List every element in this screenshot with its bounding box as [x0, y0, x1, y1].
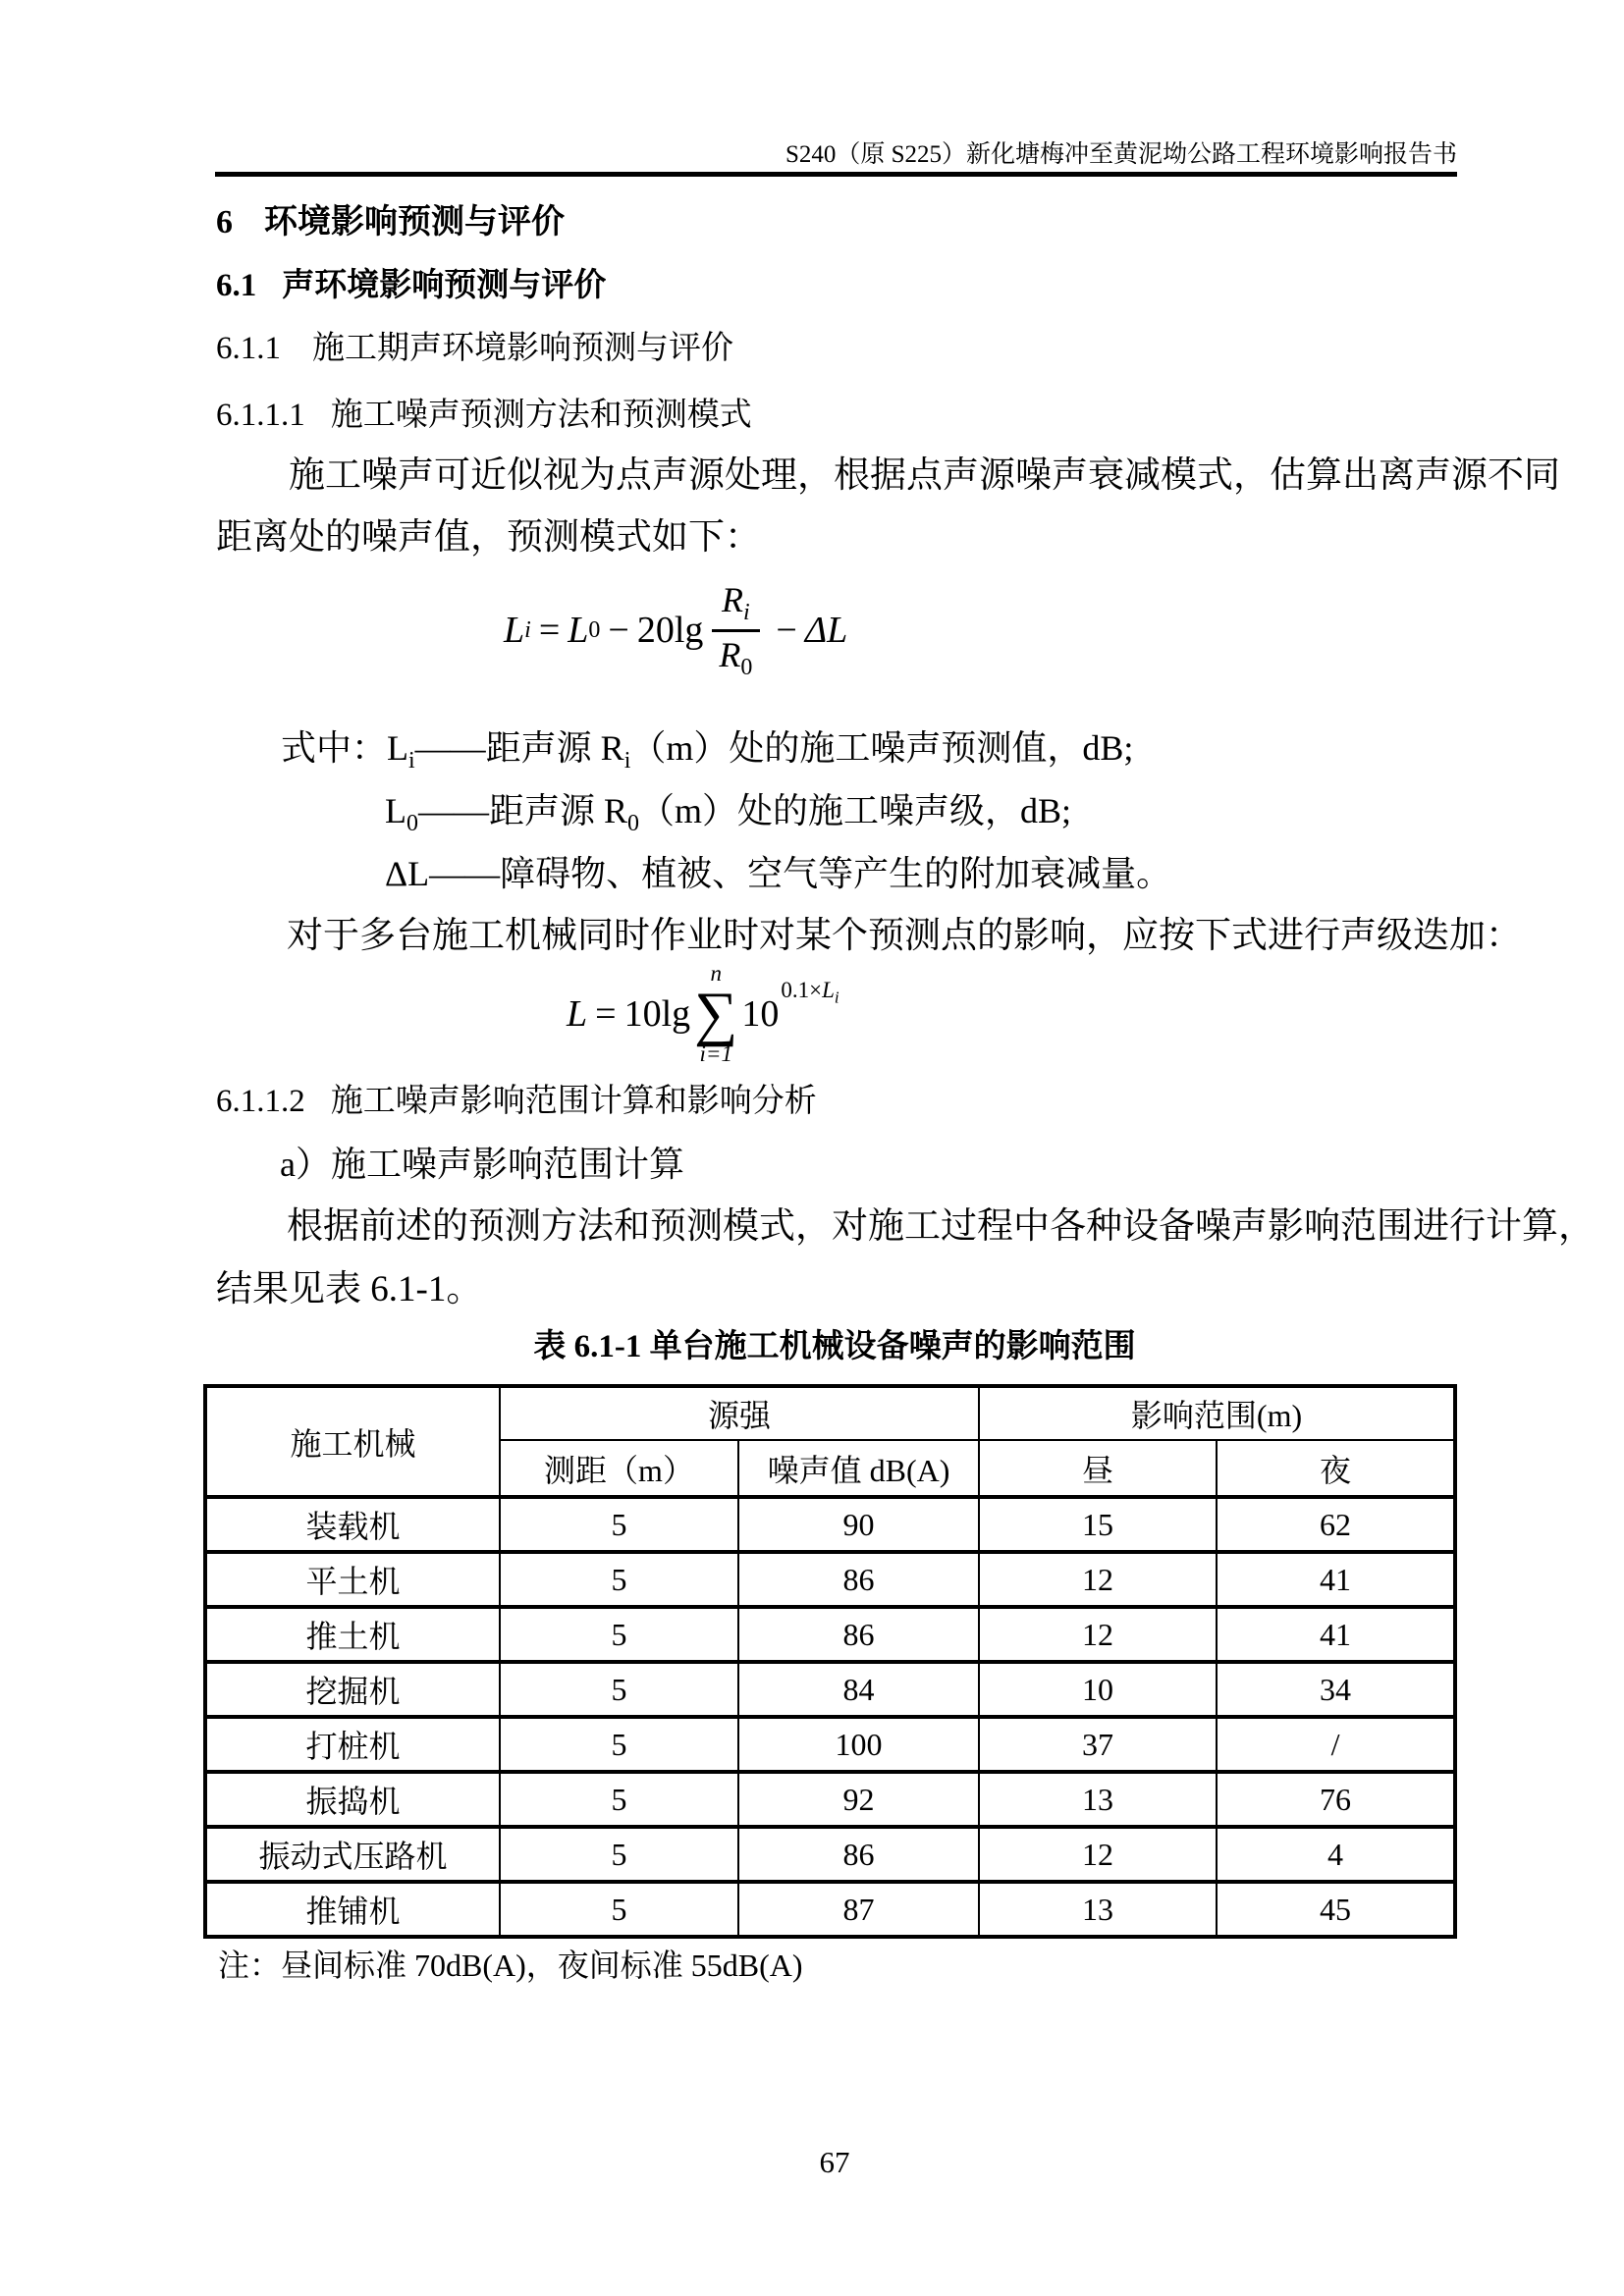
header-machine: 施工机械	[205, 1386, 500, 1497]
table-row	[205, 1717, 1455, 1772]
page-number: 67	[819, 2145, 850, 2179]
heading-title: 施工噪声影响范围计算和影响分析	[330, 1084, 817, 1119]
day-range-cell: 37	[979, 1717, 1217, 1772]
distance-cell: 5	[500, 1552, 738, 1607]
distance-cell: 5	[500, 1607, 738, 1662]
header-noise-value: 噪声值 dB(A)	[738, 1440, 979, 1497]
equals-sign: =	[595, 993, 617, 1035]
where-text: ——距声源 R	[414, 728, 624, 768]
machine-name-cell: 推土机	[205, 1607, 500, 1662]
section-heading-6-1-1	[216, 327, 733, 370]
distance-cell: 5	[500, 1827, 738, 1882]
minus-sign: −	[608, 610, 629, 652]
day-range-cell: 12	[979, 1827, 1217, 1882]
header-distance: 测距（m）	[500, 1440, 738, 1497]
noise-value-cell: 86	[738, 1827, 979, 1882]
machine-name-cell: 平土机	[205, 1552, 500, 1607]
section-heading-6-1-1-1	[216, 394, 752, 437]
table-row	[205, 1827, 1455, 1882]
night-range-cell: 41	[1217, 1607, 1455, 1662]
where-subscript: i	[623, 748, 631, 774]
report-header-text: S240（原 S225）新化塘梅冲至黄泥坳公路工程环境影响报告书	[785, 141, 1457, 168]
noise-value-cell: 100	[738, 1717, 979, 1772]
where-text: ——距声源 R	[418, 791, 628, 830]
table-note: 注：昼间标准 70dB(A)，夜间标准 55dB(A)	[218, 1948, 803, 1983]
where-line-1	[281, 725, 1133, 783]
where-subscript: 0	[406, 811, 418, 837]
machine-name-cell: 推铺机	[205, 1882, 500, 1937]
fraction	[709, 579, 762, 681]
section-heading-6	[216, 201, 565, 244]
night-range-cell: 34	[1217, 1662, 1455, 1717]
formula-coefficient: 20lg	[636, 610, 704, 652]
table-title: 表 6.1-1 单台施工机械设备噪声的影响范围	[533, 1329, 1136, 1364]
night-range-cell: /	[1217, 1717, 1455, 1772]
day-range-cell: 13	[979, 1882, 1217, 1937]
heading-number: 6	[216, 204, 233, 240]
noise-value-cell: 84	[738, 1662, 979, 1717]
table-row	[205, 1662, 1455, 1717]
paragraph-3-line-2: 结果见表 6.1-1。	[216, 1269, 483, 1309]
header-impact-range: 影响范围(m)	[979, 1386, 1455, 1440]
header-day: 昼	[979, 1440, 1217, 1497]
equals-sign: =	[538, 610, 561, 652]
summation	[694, 962, 737, 1066]
day-range-cell: 10	[979, 1662, 1217, 1717]
noise-value-cell: 86	[738, 1552, 979, 1607]
formula-var: L	[504, 610, 525, 652]
formula-delta-term: ΔL	[804, 610, 848, 652]
table-header-row-1	[205, 1386, 1455, 1440]
formula-coefficient: 10lg	[623, 993, 691, 1035]
noise-value-cell: 92	[738, 1772, 979, 1827]
heading-title: 施工期声环境影响预测与评价	[312, 331, 733, 366]
night-range-cell: 4	[1217, 1827, 1455, 1882]
heading-number: 6.1.1.1	[216, 398, 305, 433]
noise-value-cell: 86	[738, 1607, 979, 1662]
sigma-symbol: ∑	[694, 981, 738, 1047]
table-row	[205, 1607, 1455, 1662]
night-range-cell: 62	[1217, 1497, 1455, 1552]
where-text: L	[385, 791, 406, 830]
fraction-numerator: $R_i$	[712, 579, 760, 632]
where-text: （m）处的施工噪声预测值，dB;	[630, 728, 1134, 768]
header-source-strength: 源强	[500, 1386, 979, 1440]
paragraph-1-line-1: 施工噪声可近似视为点声源处理，根据点声源噪声衰减模式，估算出离声源不同	[289, 455, 1560, 496]
formula-subscript: i	[524, 616, 531, 643]
where-subscript: 0	[627, 811, 640, 837]
noise-value-cell: 87	[738, 1882, 979, 1937]
summation-lower-limit: i=1	[699, 1041, 732, 1066]
list-item-a: a）施工噪声影响范围计算	[280, 1145, 684, 1184]
table-row	[205, 1497, 1455, 1552]
heading-title: 声环境影响预测与评价	[282, 268, 607, 303]
distance-cell: 5	[500, 1772, 738, 1827]
section-heading-6-1	[216, 264, 606, 307]
noise-value-cell: 90	[738, 1497, 979, 1552]
day-range-cell: 15	[979, 1497, 1217, 1552]
machine-name-cell: 装载机	[205, 1497, 500, 1552]
formula-base: 10	[741, 993, 780, 1035]
where-text: （m）处的施工噪声级，dB;	[639, 791, 1072, 830]
heading-number: 6.1	[216, 268, 257, 303]
machine-name-cell: 挖掘机	[205, 1662, 500, 1717]
heading-title: 施工噪声预测方法和预测模式	[330, 398, 752, 433]
distance-cell: 5	[500, 1662, 738, 1717]
machine-name-cell: 振捣机	[205, 1772, 500, 1827]
section-heading-6-1-1-2	[216, 1080, 817, 1123]
minus-sign: −	[776, 610, 797, 652]
formula-exponent: $0.1\times L_i$	[781, 977, 839, 1007]
where-line-3: ΔL——障碍物、植被、空气等产生的附加衰减量。	[385, 854, 1172, 893]
where-text: 式中：L	[281, 728, 408, 768]
table-row	[205, 1882, 1455, 1937]
paragraph-2: 对于多台施工机械同时作业时对某个预测点的影响，应按下式进行声级迭加：	[287, 916, 1522, 956]
machine-name-cell: 打桩机	[205, 1717, 500, 1772]
night-range-cell: 45	[1217, 1882, 1455, 1937]
table-row	[205, 1552, 1455, 1607]
paragraph-3-line-1: 根据前述的预测方法和预测模式，对施工过程中各种设备噪声影响范围进行计算，	[287, 1206, 1595, 1247]
noise-impact-table	[203, 1384, 1457, 1939]
fraction-denominator: $R_0$	[719, 635, 753, 681]
heading-number: 6.1.1.2	[216, 1084, 305, 1119]
formula-var: L	[567, 993, 588, 1035]
header-night: 夜	[1217, 1440, 1455, 1497]
night-range-cell: 76	[1217, 1772, 1455, 1827]
summation-upper-limit: n	[710, 961, 722, 986]
distance-cell: 5	[500, 1717, 738, 1772]
formula-level-superposition	[567, 962, 839, 1066]
day-range-cell: 12	[979, 1552, 1217, 1607]
distance-cell: 5	[500, 1882, 738, 1937]
day-range-cell: 12	[979, 1607, 1217, 1662]
heading-title: 环境影响预测与评价	[264, 204, 565, 240]
distance-cell: 5	[500, 1497, 738, 1552]
formula-noise-attenuation	[504, 579, 847, 681]
where-line-2	[385, 788, 1071, 846]
header-rule	[215, 172, 1457, 177]
where-subscript: i	[408, 748, 415, 774]
machine-name-cell: 振动式压路机	[205, 1827, 500, 1882]
heading-number: 6.1.1	[216, 331, 281, 366]
day-range-cell: 13	[979, 1772, 1217, 1827]
formula-var: L	[568, 610, 589, 652]
paragraph-1-line-2: 距离处的噪声值，预测模式如下：	[216, 517, 761, 558]
table-row	[205, 1772, 1455, 1827]
night-range-cell: 41	[1217, 1552, 1455, 1607]
formula-subscript: 0	[588, 616, 601, 643]
